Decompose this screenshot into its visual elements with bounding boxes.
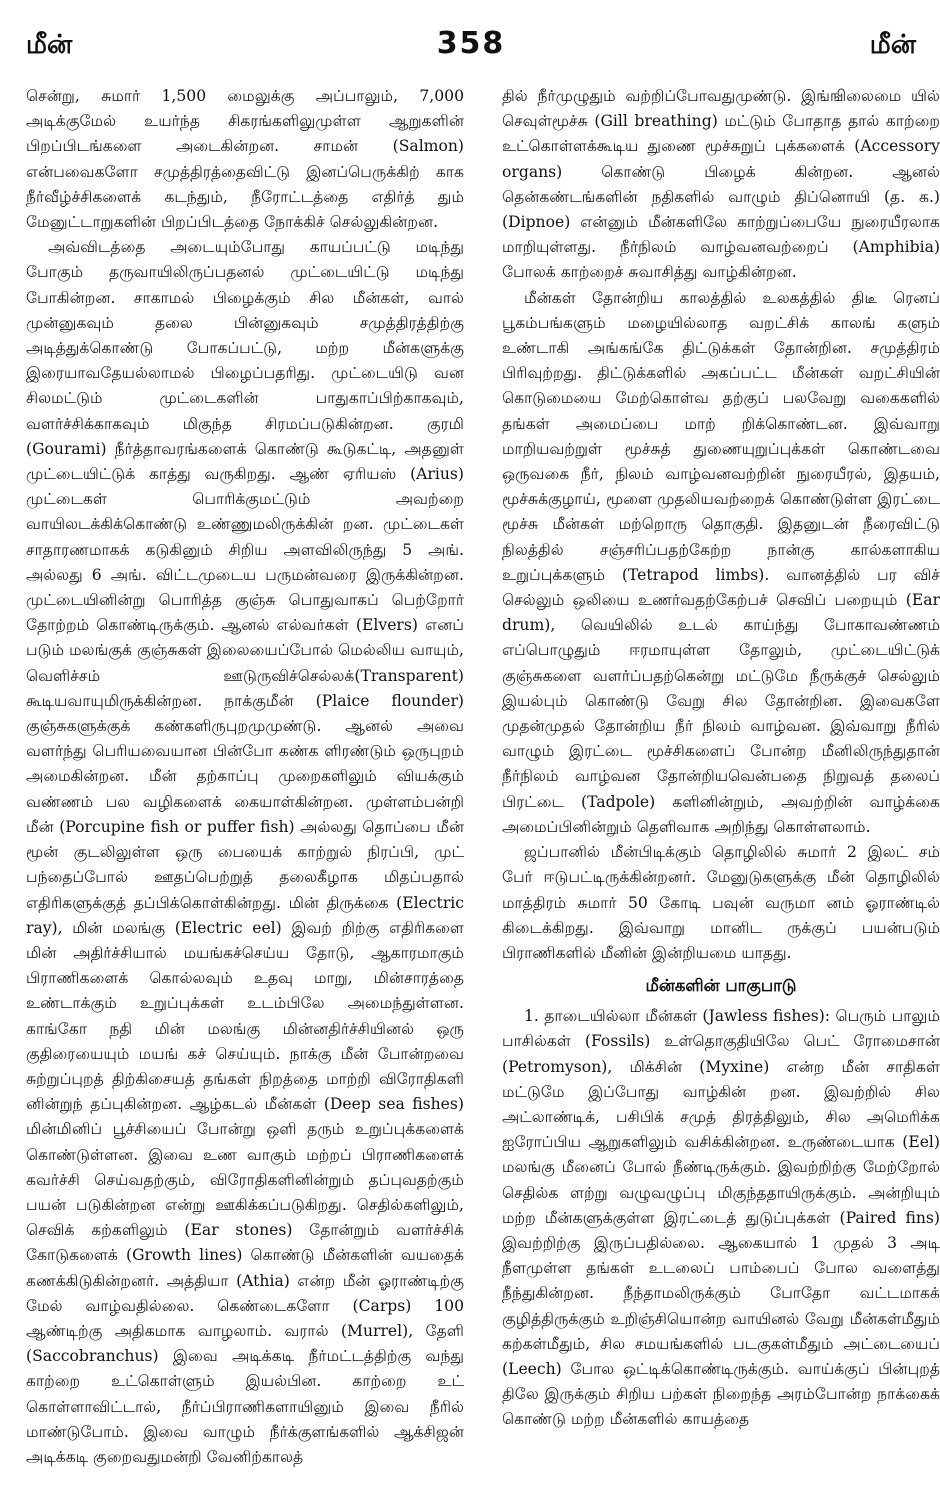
running-head-left: மீன் xyxy=(26,30,73,60)
paragraph: அவ்விடத்தை அடையும்போது காயப்பட்டு மடிந்து போகும் தருவாயிலிருப்பதனல் முட்டையிட்டு மடிந்து போகின்றன. சாகாமல் பிழைக்கும் சில மீன்கள், வால் முன்னுகவும் தலை பின்னுகவும் சமுத்திரத்திற்கு அடித்துக்கொண்டு போகப்பட்டு, மற்ற மீன்களுக்கு இரையாவதேயல்லாமல் பிழைப்பதரிது. முட்டையிடு வன சிலமட்டும் முட்டைகளின் பாதுகாப்பிற்காகவும், வளர்ச்சிக்காகவும் மிகுந்த சிரமப்படுகின்றன. குரமி (Gourami) நீர்த்தாவரங்களைக் கொண்டு கூடுகட்டி, அதனுள் முட்டையிட்டுக் காத்து வருகிறது. ஆண் ஏரியஸ் (Arius) முட்டைகள் பொரிக்குமட்டும் அவற்றை வாயிலடக்கிக்கொண்டு உண்ணுமலிருக்கின் றன. முட்டைகள் சாதாரணமாகக் கடுகினும் சிறிய அளவிலிருந்து 5 அங். அல்லது 6 அங். விட்டமுடைய பருமன்வரை இருக்கின்றன. முட்டையினின்று பொரித்த குஞ்சு பொதுவாகப் பெற்றோர் தோற்றம் கொண்டிருக்கும். ஆனல் எல்வர்கள் (Elvers) எனப் படும் மலங்குக் குஞ்சுகள் இலையைப்போல் மெல்லிய வாயும், வெளிச்சம் ஊடுருவிச்செல்லக்(Transparent) கூடியவாயுமிருக்கின்றன. நாக்குமீன் (Plaice flounder) குஞ்சுகளுக்குக் கண்களிருபுறமுமுண்டு. ஆனல் அவை வளர்ந்து பெரியவையான பின்போ கண்க ளிரண்டும் ஒருபுறம் அமைகின்றன. மீன் தற்காப்பு முறைகளிலும் வியக்கும் வண்ணம் பல வழிகளைக் கையாள்கின்றன. முள்ளம்பன்றி மீன் (Porcupine fish or puffer fish) அல்லது தொப்பை மீன் மூன் குடலிலுள்ள ஒரு பையைக் காற்றுல் நிரப்பி, முட் பந்தைப்போல் ஊதப்பெற்றுத் தலைகீழாக மிதப்பதால் எதிரிகளுக்குத் தப்பிக்கொள்கின்றது. மின் திருக்கை (Electric ray), மின் மலங்கு (Electric eel) இவற் றிற்கு எதிரிகளை மின் அதிர்ச்சியால் மயங்கச்செய்ய தோடு, ஆகாரமாகும் பிராணிகளைக் கொல்லவும் உதவு மாறு, மின்சாரத்தை உண்டாக்கும் உறுப்புக்கள் உடம்பிலே அமைந்துள்ளன. காங்கோ நதி மின் மலங்கு மின்னதிர்ச்சியினல் ஒரு குதிரையையும் மயங் கச் செய்யும். நாக்கு மீன் போன்றவை சுற்றுப்புறத் திற்கிசையத் தங்கள் நிறத்தை மாற்றி விரோதிகளி னின்றுந் தப்புகின்றன. ஆழ்கடல் மீன்கள் (Deep sea fishes) மின்மினிப் பூச்சியைப் போன்று ஒளி தரும் உறுப்புக்களைக் கொண்டுள்ளன. இவை உண வாகும் மற்றப் பிராணிகளைக் கவர்ச்சி செய்வதற்கும், விரோதிகளினின்றும் தப்புவதற்கும் பயன் படுகின்றன என்று ஊகிக்கப்படுகிறது. செதில்களிலும், செவிக் கற்களிலும் (Ear stones) தோன்றும் வளர்ச்சிக் கோடுகளைக் (Growth lines) கொண்டு மீன்களின் வயதைக் கணக்கிடுகின்றனர். அத்தியா (Athia) என்ற மீன் ஓராண்டிற்கு மேல் வாழ்வதில்லை. கெண்டைகளோ (Carps) 100 ஆண்டிற்கு அதிகமாக வாழலாம். வரால் (Murrel), தேளி (Saccobranchus) இவை அடிக்கடி நீர்மட்டத்திற்கு வந்து காற்றை உட்கொள்ளும் இயல்பின. காற்றை உட் கொள்ளாவிட்டால், நீர்ப்பிராணிகளாயினும் இவை நீரில் மாண்டுபோம். இவை வாழும் நீர்க்குளங்களில் ஆக்சிஜன் அடிக்கடி குறைவதுமன்றி வேனிற்காலத் xyxy=(26,238,464,1466)
page-header xyxy=(26,26,916,84)
section-heading: மீன்களின் பாகுபாடு xyxy=(645,976,797,996)
paragraph: தில் நீர்முழுதும் வற்றிப்போவதுமுண்டு. இங்ஙிலைமை யில் செவுள்மூச்சு (Gill breathing) மட்டும் போதாத தால் காற்றை உட்கொள்ளக்கூடிய துணை மூச்சுறுப் புக்களைக் (Accessory organs) கொண்டு பிழைக் கின்றன. ஆனல் தென்கண்டங்களின் நதிகளில் வாழும் திப்னொயி (த. க.) (Dipnoe) என்னும் மீன்களிலே காற்றுப்பையே நுரையீரலாக மாறியுள்ளது. நீர்நிலம் வாழ்வனவற்றைப் (Amphibia) போலக் காற்றைச் சுவாசித்து வாழ்கின்றன. xyxy=(502,87,940,282)
left-column xyxy=(26,84,464,1470)
paragraph: சென்று, சுமார் 1,500 மைலுக்கு அப்பாலும், 7,000 அடிக்குமேல் உயர்ந்த சிகரங்களிலுமுள்ள ஆறுகளின் பிறப்பிடங்களை அடைகின்றன. சாமன் (Salmon) என்பவைகளோ சமுத்திரத்தைவிட்டு இனப்பெருக்கிற் காக நீர்வீழ்ச்சிகளைக் கடந்தும், நீரோட்டத்தை எதிர்த் தும் மேனுட்டாறுகளின் பிறப்பிடத்தை நோக்கிச் செல்லுகின்றன. xyxy=(26,87,464,232)
body-columns xyxy=(26,84,940,1484)
paragraph: மீன்கள் தோன்றிய காலத்தில் உலகத்தில் திடீ ரெனப் பூகம்பங்களும் மழையில்லாத வறட்சிக் காலங் களும் உண்டாகி அங்கங்கே திட்டுக்கள் தோன்றின. சமுத்திரம் பிரிவுற்றது. திட்டுக்களில் அகப்பட்ட மீன்கள் வறட்சியின் கொடுமையை மேற்கொள்வ தற்குப் பலவேறு வகைகளில் தங்கள் அமைப்பை மாற் றிக்கொண்டன. இவ்வாறு மாறியவற்றுள் மூச்சுத் துணையுறுப்புக்கள் கொண்டவை ஒருவகை நீர், நிலம் வாழ்வனவற்றின் நுரையீரல், இதயம், மூச்சுக்குழாய், மூளை முதலியவற்றைக் கொண்டுள்ள இரட்டை மூச்சு மீன்கள் மற்றொரு தொகுதி. இதனுடன் நீரைவிட்டு நிலத்தில் சஞ்சரிப்பதற்கேற்ற நான்கு கால்களாகிய உறுப்புக்களும் (Tetrapod limbs). வானத்தில் பர விச் செல்லும் ஒலியை உணர்வதற்கேற்பச் செவிப் பறையும் (Ear drum), வெயிலில் உடல் காய்ந்து போகாவண்ணம் எப்பொழுதும் ஈரமாயுள்ள தோலும், முட்டையிட்டுக் குஞ்சுகளை வளர்ப்பதற்கென்று மட்டுமே நீருக்குச் செல்லும் இயல்பும் கொண்டு வேறு சில தோன்றின. இவைகளே முதன்முதல் தோன்றிய நீர் நிலம் வாழ்வன. இவ்வாறு நீரில் வாழும் இரட்டை மூச்சிகளைப் போன்ற மீனிலிருந்துதான் நீர்நிலம் வாழ்வன தோன்றியவென்பதை நிறுவத் தலைப் பிரட்டை (Tadpole) களினின்றும், அவற்றின் வாழ்க்கை அமைப்பினின்றும் தெளிவாக அறிந்து கொள்ளலாம். xyxy=(502,288,940,836)
running-head-right: மீன் xyxy=(869,30,916,60)
paragraph: ஜப்பானில் மீன்பிடிக்கும் தொழிலில் சுமார் 2 இலட் சம் பேர் ஈடுபட்டிருக்கின்றனர். மேனுடுகளுக்கு மீன் தொழிலில் மாத்திரம் சுமார் 50 கோடி பவுன் வருமா னம் ஓராண்டில் கிடைக்கிறது. இவ்வாறு மானிட ருக்குப் பயன்படும் பிராணிகளில் மீனின் இன்றியமை யாதது. xyxy=(502,843,940,962)
right-column xyxy=(502,84,940,1433)
page-number: 358 xyxy=(436,26,506,61)
paragraph: 1. தாடையில்லா மீன்கள் (Jawless fishes): பெரும் பாலும் பாசில்கள் (Fossils) உள்தொகுதியிலே பெட் ரோமைசான் (Petromyson), மிக்சின் (Myxine) என்ற மீன் சாதிகள் மட்டுமே இப்போது வாழ்கின் றன. இவற்றில் சில அட்லாண்டிக், பசிபிக் சமுத் திரத்திலும், சில அமெரிக்க ஐரோப்பிய ஆறுகளிலும் வசிக்கின்றன. உருண்டையாக (Eel) மலங்கு மீனைப் போல் நீண்டிருக்கும். இவற்றிற்கு மேற்றோல் செதில்க ளற்று வழுவழுப்பு மிகுந்ததாயிருக்கும். அன்றியும் மற்ற மீன்களுக்குள்ள இரட்டைத் துடுப்புக்கள் (Paired fins) இவற்றிற்கு இருப்பதில்லை. ஆகையால் 1 முதல் 3 அடி நீளமுள்ள தங்கள் உடலைப் பாம்பைப் போல வளைத்து நீந்துகின்றன. நீந்தாமலிருக்கும் போதோ வட்டமாகக் குழித்திருக்கும் உறிஞ்சியொன்ற வாயினல் வேறு மீன்கள்மீதும் கற்கள்மீதும், சில சமயங்களில் படகுகள்மீதும் அட்டையைப் (Leech) போல ஒட்டிக்கொண்டிருக்கும். வாய்க்குப் பின்புறத் திலே இருக்கும் சிறிய பற்கள் நிறைந்த அரம்போன்ற நாக்கைக் கொண்டு மற்ற மீன்களில் காயத்தை xyxy=(502,1007,940,1429)
